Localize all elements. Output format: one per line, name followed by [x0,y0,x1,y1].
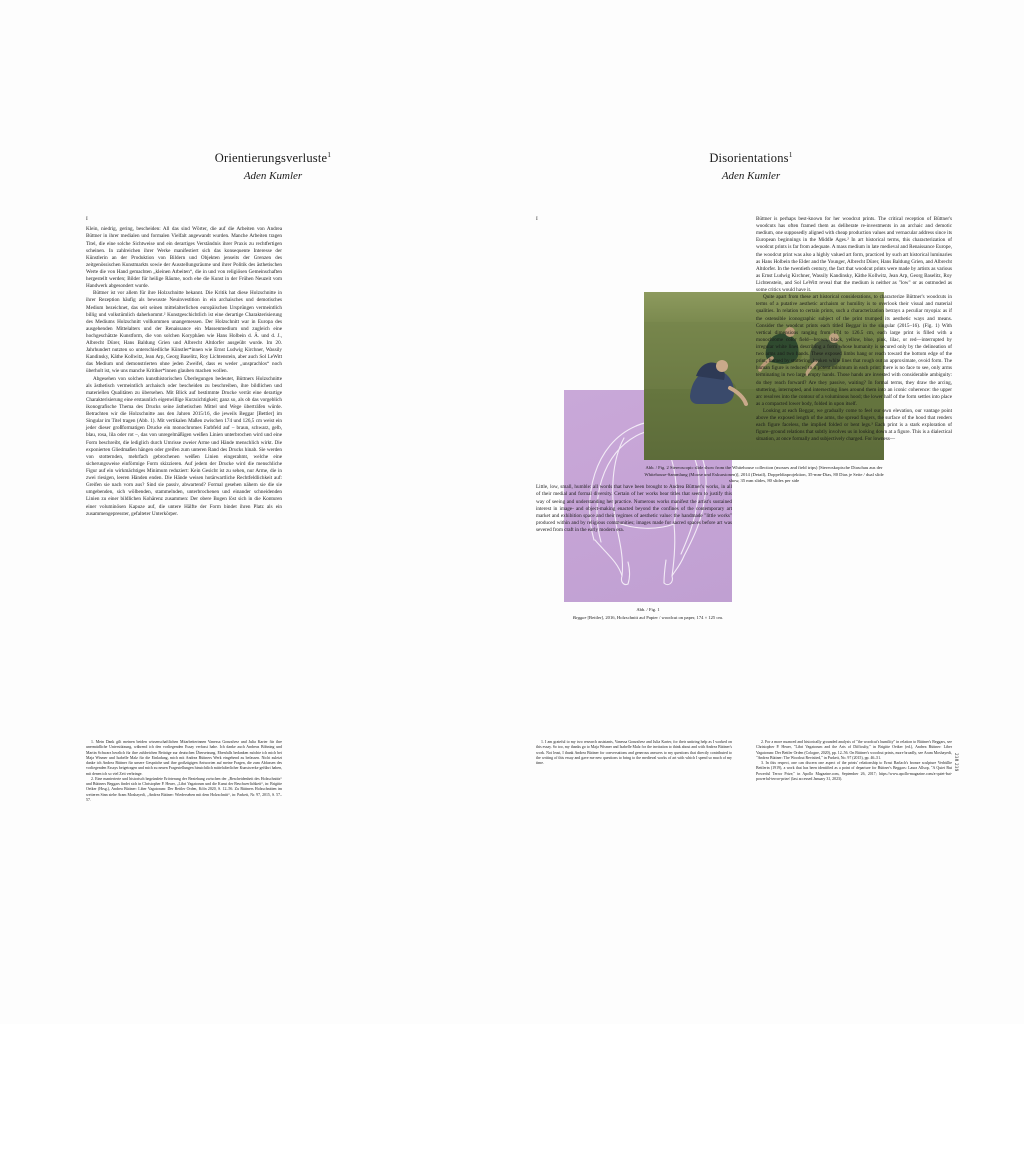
right-page-title [526,150,976,166]
paragraph: Klein, niedrig, gering, bescheiden: All das sind Wörter, die auf die Arbeiten von Andrea Büttner in ihrer medialen und formalen Vielfalt angewandt wurden. Manche Arbeiten tragen Titel, die eine solche Sichtweise und ein derartiges Verständnis ihrer Praxis zu rechtfertigen scheinen. In zahlreichen ihrer Werke manifestiert sich das konsequente Interesse der Künstlerin an der Produktion von Bildern und Objekten jenseits der Grenzen des zeitgenössischen Kunstmarkts sowie der Ausstellungsräume und ihrer Politik des ästhetischen Werte die von Hand gemachten „kleinen Arbeiten“, die in und von religiösen Gemeinschaften hergestellt werden; Bilder für heilige Räume, noch ehe die Kunst in der Frühen Neuzeit vom Handwerk abgesondert wurde. [86,226,282,290]
paragraph: Looking at each Beggar, we gradually come to feel our own elevation, our vantage point above the exposed length of the arms, the spread fingers, the surface of the hood that renders each figure faceless, the implied folded or bent legs.³ Each print is a stark exploration of figure–ground relations that subtly involves us in looking down at a figure. This is a dialectical situation, at once formally and subjectively charged. For lowness— [756,407,952,443]
left-footnotes-column-1 [86,740,282,803]
right-title-block [526,150,976,182]
folio-left: 238 [953,752,958,762]
figure-2-caption-rest: (mosses and field trips) [Stereoskopische Diaschau aus der Whitehouse-Sammlung (Moose und Exkursionen)], 2014 (Detail), Doppeldiaprojektion, 35-mm-Dias, 80 Dias je Seite / dual slide show, 35 mm slides, 80 slides per side [644,465,884,484]
paragraph: Little, low, small, humble: all words that have been brought to Andrea Büttner's works, in all of their medial and formal diversity. Certain of her works bear titles that seem to justify this way of seeing and understanding her practice. Numerous works manifest the artist's sustained interest in image- and object-making enacted beyond the confines of the contemporary art market and exhibition space and their regimes of aesthetic value: the handmade "little works" produced within and by religious communities; images made for sacred spaces before art was severed from craft in the early modern era. [536,484,732,533]
footnote: 2. For a more nuanced and historically grounded analysis of "the woodcut's humility" in relation to Büttner's Beggars, see Christopher P. Heuer, "Libri Vagatorum and the Arts of Difficulty," in Brigitte Oetker (ed.), Andrea Büttner: Liber Vagatorum: Der Bettler Orden (Cologne, 2020), pp. 12–56. On Büttner's woodcut prints, more broadly, see Aram Moshayedi, "Andrea Büttner: The Woodcut Revisited," in Parkett, No. 97 (2015), pp. 46–51. [756,740,952,760]
right-page-author: Aden Kumler [721,170,781,183]
figure-2-caption-title: Stereoscopic slide show from the Whitehouse collection [670,465,774,470]
right-page [526,150,976,890]
right-title-footnote-marker: 1 [788,150,793,159]
footnote: 3. In this respect, one can discern one aspect of the prints' relationship to Ernst Barlach's bronze sculpture Verhüllte Bettlerin (1919), a work that has been identified as a point of departure for Büttner's Beggars: Laura Allsop, "A Quiet But Powerful Terror Prize," in Apollo Magazine.com, September 26, 2017; https://www.apollo-magazine.com/a-quiet-but-powerful-terror-prize/ (last accessed January 31, 2023). [756,761,952,781]
spread [48,150,976,890]
footnote: 1. Mein Dank gilt meinen beiden wissenschaftlichen Mitarbeiterinnen Vanessa Gonzalvez und Julia Karter für ihre unermüdliche Unterstützung, während ich den vorliegenden Essay verfasst habe. Ich danke auch Andreas Böhning und Martin Schwarz herzlich für ihre zahlreichen Beiträge zur deutschen Übersetzung. Ebenfalls bedanken möchte ich mich bei Maja Wismer und Isabelle Malz für die Einladung, mich mit Andrea Büttners Werk eingehend zu befassen. Nicht zuletzt danke ich Andrea Büttner für unsere Gespräche und ihre großzügigen Antworten auf meine Fragen, die zum Abfassen des vorliegenden Essays beigetragen und mich zu neuen Fragestellungen hinsichtlich mittelalterlicher Kunstwerke geführt haben, mit denen ich so viel Zeit verbringe. [86,740,282,776]
paragraph: Abgesehen von solchen kunsthistorischen Überlegungen bedeutet, Büttners Holzschnitte als ästhetisch vermeintlich archaisch oder bescheiden zu beschreiben, ihre bildlichen und materiellen Qualitäten zu übersehen. Mit Blick auf bestimmte Drucke verrät eine derartige Charakterisierung eine erstaunlich eigenwillige Kurzsichtigkeit; ganz so, als ob das vorgeblich ikonografische Thema des Drucks seine ästhetischen Mittel und Wege überträfen würde. Betrachten wir die Holzschnitte aus den Jahren 2015/16, die jeweils Beggar [Bettler] im Singular im Titel tragen (Abb. 1). Mit vertikalen Maßen zwischen 174 und 126,5 cm weist ein jeder dieser großformatigen Drucke ein monochromes Farbfeld auf – braun, schwarz, gelb, blau, rosa, lila oder rot –, das von unregelmäßigen weißen Linien unterbrochen wird und eine Form beschreibt, die lediglich durch Umrisse zweier Arme und Hände menschlich wirkt. Die exponierten Gliedmaßen hängen oder greifen zum unteren Rand des Drucks hinab. Sie werden von stotternden, mehrfach gebrochenen weißen Linien eingerahmt, welche eine sicherungsweise einförmige Form skizzieren. Auf jedem der Drucke wird die menschliche Figur auf ein wirkmächtiges Minimum reduziert: Kein Gesicht ist zu sehen, nur Arme, die in zwei riesigen, leeren Händen enden. Die Hände weisen hotärwartliche Rechtfeldlichkeit auf: Greifen sie nach vorn aus? Sind sie passiv, abwartend? Formal gesehen nähern sie die sie umgebenden, sich wölbenden, stammelnden, unterbrochenen und einander schneidenden Linien zu einer bildlichen Kohärenz zusammen: Der obere Bogen löst sich in die Konturen einer voluminösen Kapuze auf, die untere Hälfte der Form bindet ihren Platz als ein zusammengepresster, gefalteter Unterkörper. [86,375,282,517]
right-footnotes-column-1 [536,740,732,766]
figure-1-label: Abb. / Fig. 1 [636,607,660,612]
figure-2-caption [644,465,884,485]
right-body-columns [526,216,976,776]
left-column-1 [86,216,282,518]
folio-page-numbers [952,753,958,772]
footnote: 1. I am grateful to my two research assistants, Vanessa Gonzalvez and Julia Karter, for their untiring help as I worked on this essay. So too, my thanks go to Maja Wismer and Isabelle Malz for the invitation to think about and with Andrea Büttner's work. Not least, I thank Andrea Büttner for conversations and generous answers to my questions that directly contributed to the writing of this essay and gave me new questions to bring to the medieval works of art with which I spend so much of my time. [536,740,732,766]
figure-1-caption-title: Beggar [572,614,587,620]
spread-gutter [559,150,560,1174]
paragraph: Büttner ist vor allem für ihre Holzschnitte bekannt. Die Kritik hat diese Holzschnitte in ihrer Rezeption häufig als bewusste Neuinvestition in ein archaisches und demotisches Medium bezeichnet, das seit seinen mittelalterlichen europäischen Ursprüngen vermeintlich billig und volkstümlich daherkommt.² Kunstgeschichtlich ist eine derartige Charakterisierung des Mediums Holzschnitt vollkommen unangemessen. Der Holzschnitt war in Europa des ausgehenden Mittelalters und der Renaissance ein Massenmedium und zugleich eine hochgeschätzte Kunstform, die von solchen Koryphäen wie Hans Holbein d. Ä. und d. J., Albrecht Dürer, Hans Baldung Grien und Albrecht Altdorfer ausgeübt wurde. Im 20. Jahrhundert nutzten so unterschiedliche Künstler*innen wie Ernst Ludwig Kirchner, Wassily Kandinsky, Käthe Kollwitz, Jean Arp, Georg Baselitz, Roy Lichtenstein, aber auch Sol LeWitt das Medium und demonstrierten ohne jeden Zweifel, dass es weder „unsprachlos“ noch überholt ist, wie uns manche Kritiker*innen glauben machen wollen. [86,290,282,375]
left-title-text: Orientierungsverluste [214,151,328,166]
footnote: 2. Eine manierierte und historisch begründete Erörterung der Beziehung zwischen der „Bescheidenheit des Holzschnitts“ und Büttners Beggars findet sich in Christopher P. Heuer, „Libri Vagatorum und die Kunst der Beschwerlichkeit“, in: Brigitte Oetker (Hrsg.), Andrea Büttner: Liber Vagatorum: Der Bettler Orden, Köln 2020, S. 12–56. Zu Büttners Holzschnitten im weiteren Sinn siehe Aram Moshayedi, „Andrea Büttner: Wiedersehen mit dem Holzschnitt“, in: Parkett, Nr. 97, 2015, S. 57–57. [86,776,282,802]
right-section-mark: I [536,216,538,222]
left-page-author: Aden Kumler [243,170,303,183]
folio-right: 239 [953,763,958,772]
left-page-title [48,150,498,166]
right-column-2 [756,216,952,444]
right-title-text: Disorientations [709,151,789,166]
right-footnotes-column-2 [756,740,952,782]
left-section-mark: I [86,216,88,222]
left-title-block [48,150,498,182]
paragraph: Büttner is perhaps best-known for her woodcut prints. The critical reception of Büttner's woodcuts has often framed them as deliberate re-investments in an archaic and demotic medium, one supposedly aligned with cheap production values and vernacular address since its European beginnings in the Middle Ages.² In art historical terms, this characterization of woodcut prints is far from adequate. A mass medium in late medieval and Renaissance Europe, the woodcut print was also a highly valued art form, practiced by such art historical luminaries as Hans Holbein the Elder and the Younger, Albrecht Dürer, Hans Baldung Grien, and Albrecht Altdorfer. In the twentieth century, the fact that woodcut prints were made by artists as various as Ernst Ludwig Kirchner, Wassily Kandinsky, Käthe Kollwitz, Jean Arp, Georg Baselitz, Roy Lichtenstein, and Sol LeWitt reveal that the medium is neither as "low" or as outmoded as some critics would have it. [756,216,952,294]
left-title-footnote-marker: 1 [327,150,332,159]
figure-1-caption-rest: [Bettler], 2016, Holzschnitt auf Papier / woodcut on paper, 174 × 125 cm. [587,614,724,620]
paragraph: Quite apart from these art historical considerations, to characterize Büttner's woodcuts in terms of a putative aesthetic archaism or humility is to overlook their visual and material qualities. In relation to certain prints, such a characterization betrays a peculiar myopia: as if the ostensible iconographic subject of the print trumped its aesthetic ways and means. Consider the woodcut prints each titled Beggar in the singular (2015–16). (Fig. 1) With vertical dimensions ranging from 174 to 126.5 cm, each large print is filled with a monochrome color field—brown, black, yellow, blue, pink, lilac, or red—interrupted by irregular white lines describing a form whose humanity is secured only by the delineation of two arms and two hands. These exposed limbs hang or reach toward the bottom edge of the print, framed by stuttering, broken white lines that rough out an approximate, ovoid form. The human figure is reduced to a potent minimum in each print: there is no face to see, only arms terminating in two large empty hands. Those hands are invested with considerable ambiguity: do they reach forward? Are they passive, waiting? In formal terms, they draw the arcing, stuttering, interrupted, and intersecting lines around them into an iconic coherence: the upper arc resolves into the contour of a voluminous hood; the lower half of the form settles into place as a compacted lower body, folded in upon itself. [756,294,952,407]
figure-2-label: Abb. / Fig. 2 [645,465,669,470]
